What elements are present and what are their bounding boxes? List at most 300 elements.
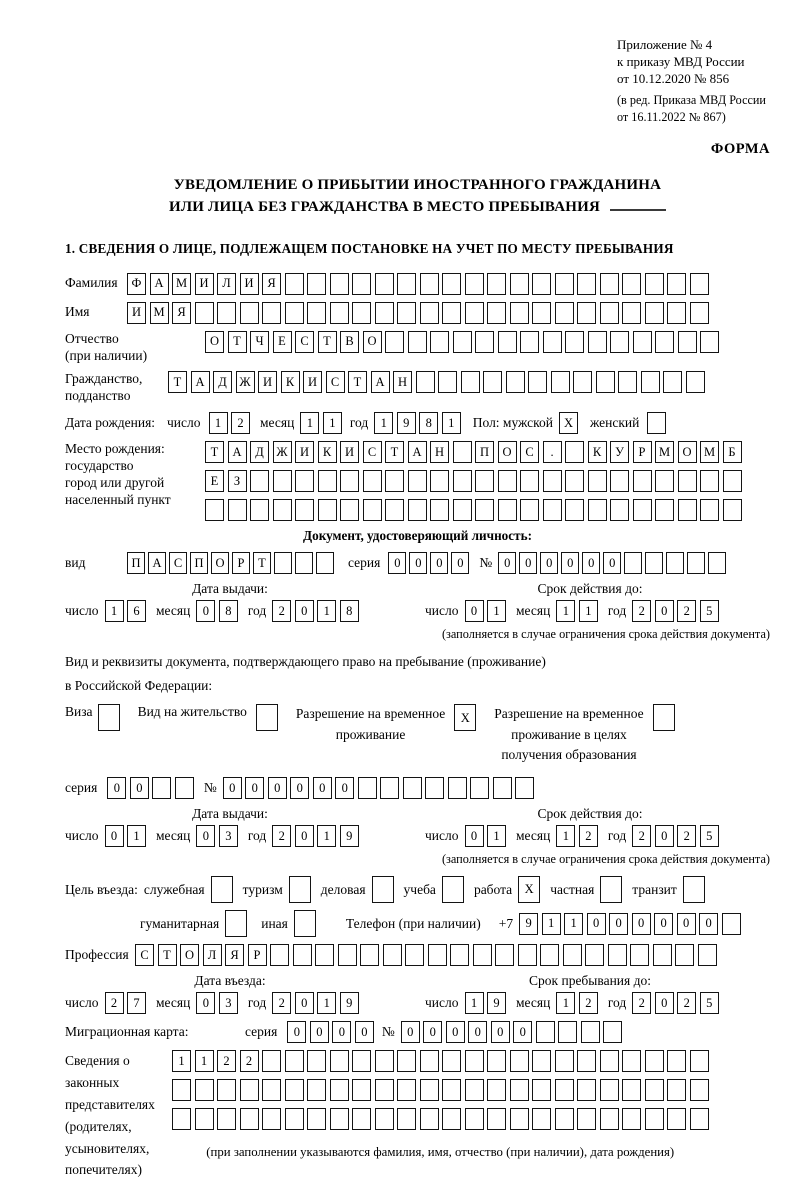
residence-permit-checkbox[interactable] (256, 704, 278, 731)
representatives-cell[interactable] (240, 1108, 259, 1130)
representatives-cell[interactable] (352, 1079, 371, 1101)
profession-cell[interactable] (360, 944, 379, 966)
permit-expiry-year-cell[interactable]: 0 (655, 825, 674, 847)
name-cell[interactable] (465, 302, 484, 324)
representatives-cell[interactable] (397, 1079, 416, 1101)
temp-permit-checkbox[interactable]: X (454, 704, 476, 731)
birth-place-cell[interactable] (678, 470, 697, 492)
representatives-cell[interactable]: 1 (172, 1050, 191, 1072)
permit-expiry-day-cell[interactable]: 1 (487, 825, 506, 847)
citizenship-cell[interactable]: С (326, 371, 345, 393)
citizenship-cell[interactable] (416, 371, 435, 393)
phone-digit-cell[interactable]: 0 (699, 913, 718, 935)
birth-place-cell[interactable]: С (520, 441, 539, 463)
entry-day-cell[interactable]: 2 (105, 992, 124, 1014)
representatives-cell[interactable] (487, 1079, 506, 1101)
patronymic-cell[interactable]: Т (228, 331, 247, 353)
representatives-cell[interactable] (397, 1108, 416, 1130)
representatives-cell[interactable] (375, 1050, 394, 1072)
name-cell[interactable] (487, 302, 506, 324)
entry-year-cell[interactable]: 0 (295, 992, 314, 1014)
permit-series-cell[interactable]: 0 (130, 777, 149, 799)
temp-permit-edu-checkbox[interactable] (653, 704, 675, 731)
patronymic-cell[interactable] (678, 331, 697, 353)
profession-cell[interactable] (428, 944, 447, 966)
permit-number-cell[interactable]: 0 (245, 777, 264, 799)
purpose-rabota-checkbox[interactable]: X (518, 876, 540, 903)
citizenship-cell[interactable] (618, 371, 637, 393)
birth-place-cell[interactable] (565, 470, 584, 492)
birth-place-cell[interactable] (363, 499, 382, 521)
birth-place-cell[interactable] (430, 470, 449, 492)
representatives-cell[interactable] (262, 1079, 281, 1101)
birth-place-cell[interactable] (318, 470, 337, 492)
entry-day-cell[interactable]: 7 (127, 992, 146, 1014)
profession-cell[interactable] (608, 944, 627, 966)
birth-place-cell[interactable] (498, 499, 517, 521)
name-cell[interactable] (577, 302, 596, 324)
birth-place-cell[interactable]: Т (205, 441, 224, 463)
birth-place-cell[interactable] (340, 499, 359, 521)
patronymic-cell[interactable]: С (295, 331, 314, 353)
profession-cell[interactable] (450, 944, 469, 966)
profession-cell[interactable] (293, 944, 312, 966)
migration-card-number-cell[interactable] (603, 1021, 622, 1043)
name-cell[interactable] (667, 302, 686, 324)
doc-kind-cell[interactable]: О (211, 552, 229, 574)
representatives-cell[interactable] (442, 1079, 461, 1101)
phone-digit-cell[interactable]: 1 (564, 913, 583, 935)
representatives-cell[interactable] (622, 1079, 641, 1101)
birth-place-cell[interactable]: У (610, 441, 629, 463)
representatives-cell[interactable] (375, 1079, 394, 1101)
doc-number-cell[interactable]: 0 (603, 552, 621, 574)
patronymic-cell[interactable] (610, 331, 629, 353)
birth-place-cell[interactable]: Т (385, 441, 404, 463)
permit-issue-month-cell[interactable]: 0 (196, 825, 215, 847)
patronymic-cell[interactable]: О (363, 331, 382, 353)
doc-kind-cell[interactable]: Т (253, 552, 271, 574)
surname-cell[interactable] (510, 273, 529, 295)
expiry-year-cell[interactable]: 2 (677, 600, 696, 622)
entry-month-cell[interactable]: 0 (196, 992, 215, 1014)
surname-cell[interactable] (577, 273, 596, 295)
citizenship-cell[interactable]: Т (168, 371, 187, 393)
representatives-cell[interactable] (510, 1108, 529, 1130)
profession-cell[interactable]: О (180, 944, 199, 966)
representatives-cell[interactable] (555, 1108, 574, 1130)
representatives-cell[interactable] (330, 1079, 349, 1101)
birth-place-cell[interactable] (273, 499, 292, 521)
name-cell[interactable] (420, 302, 439, 324)
patronymic-cell[interactable] (385, 331, 404, 353)
phone-digit-cell[interactable]: 0 (587, 913, 606, 935)
doc-number-cell[interactable] (624, 552, 642, 574)
birth-place-cell[interactable] (453, 441, 472, 463)
name-cell[interactable] (690, 302, 709, 324)
patronymic-cell[interactable] (520, 331, 539, 353)
permit-number-cell[interactable] (493, 777, 512, 799)
birth-place-cell[interactable] (633, 470, 652, 492)
profession-cell[interactable]: Я (225, 944, 244, 966)
birth-place-cell[interactable]: Р (633, 441, 652, 463)
purpose-chastnaya-checkbox[interactable] (600, 876, 622, 903)
doc-number-cell[interactable]: 0 (540, 552, 558, 574)
stay-year-cell[interactable]: 2 (632, 992, 651, 1014)
patronymic-cell[interactable]: Е (273, 331, 292, 353)
profession-cell[interactable] (675, 944, 694, 966)
patronymic-cell[interactable] (543, 331, 562, 353)
permit-series-cell[interactable] (152, 777, 171, 799)
name-cell[interactable] (645, 302, 664, 324)
representatives-cell[interactable] (217, 1079, 236, 1101)
birth-place-cell[interactable]: К (588, 441, 607, 463)
birth-place-cell[interactable] (588, 470, 607, 492)
doc-series-cell[interactable]: 0 (430, 552, 448, 574)
doc-kind-cell[interactable] (316, 552, 334, 574)
permit-number-cell[interactable]: 0 (223, 777, 242, 799)
migration-card-number-cell[interactable]: 0 (423, 1021, 442, 1043)
representatives-cell[interactable] (217, 1108, 236, 1130)
permit-expiry-year-cell[interactable]: 5 (700, 825, 719, 847)
migration-card-series-cell[interactable]: 0 (287, 1021, 306, 1043)
representatives-cell[interactable] (420, 1079, 439, 1101)
birth-place-cell[interactable] (205, 499, 224, 521)
representatives-cell[interactable] (420, 1050, 439, 1072)
permit-issue-year-cell[interactable]: 0 (295, 825, 314, 847)
birth-place-cell[interactable]: Е (205, 470, 224, 492)
birth-place-cell[interactable]: О (498, 441, 517, 463)
profession-cell[interactable] (495, 944, 514, 966)
expiry-year-cell[interactable]: 5 (700, 600, 719, 622)
birth-place-cell[interactable]: . (543, 441, 562, 463)
birth-place-cell[interactable] (700, 470, 719, 492)
representatives-cell[interactable] (375, 1108, 394, 1130)
doc-number-cell[interactable] (666, 552, 684, 574)
profession-cell[interactable] (653, 944, 672, 966)
stay-year-cell[interactable]: 2 (677, 992, 696, 1014)
birth-place-cell[interactable] (250, 470, 269, 492)
profession-cell[interactable]: Р (248, 944, 267, 966)
issue-year-cell[interactable]: 1 (317, 600, 336, 622)
birth-place-cell[interactable] (318, 499, 337, 521)
surname-cell[interactable] (667, 273, 686, 295)
name-cell[interactable]: М (150, 302, 169, 324)
profession-cell[interactable] (405, 944, 424, 966)
citizenship-cell[interactable] (663, 371, 682, 393)
permit-number-cell[interactable] (470, 777, 489, 799)
doc-kind-cell[interactable] (295, 552, 313, 574)
representatives-cell[interactable] (622, 1050, 641, 1072)
birth-place-cell[interactable] (453, 470, 472, 492)
expiry-month-cell[interactable]: 1 (579, 600, 598, 622)
doc-number-cell[interactable]: 0 (519, 552, 537, 574)
migration-card-series-cell[interactable]: 0 (332, 1021, 351, 1043)
birth-month-cell[interactable]: 1 (300, 412, 319, 434)
birth-place-cell[interactable] (273, 470, 292, 492)
doc-number-cell[interactable]: 0 (561, 552, 579, 574)
permit-number-cell[interactable] (403, 777, 422, 799)
representatives-cell[interactable] (577, 1050, 596, 1072)
surname-cell[interactable]: А (150, 273, 169, 295)
stay-month-cell[interactable]: 2 (579, 992, 598, 1014)
birth-place-cell[interactable]: К (318, 441, 337, 463)
representatives-cell[interactable] (577, 1108, 596, 1130)
patronymic-cell[interactable] (655, 331, 674, 353)
representatives-cell[interactable] (532, 1108, 551, 1130)
doc-kind-cell[interactable]: С (169, 552, 187, 574)
representatives-cell[interactable] (600, 1079, 619, 1101)
stay-year-cell[interactable]: 0 (655, 992, 674, 1014)
birth-place-cell[interactable] (520, 470, 539, 492)
birth-place-cell[interactable]: И (340, 441, 359, 463)
name-cell[interactable] (532, 302, 551, 324)
permit-number-cell[interactable]: 0 (290, 777, 309, 799)
representatives-cell[interactable] (645, 1108, 664, 1130)
profession-cell[interactable]: Т (158, 944, 177, 966)
surname-cell[interactable] (330, 273, 349, 295)
visa-checkbox[interactable] (98, 704, 120, 731)
representatives-cell[interactable] (465, 1079, 484, 1101)
citizenship-cell[interactable]: Т (348, 371, 367, 393)
birth-place-cell[interactable] (475, 470, 494, 492)
patronymic-cell[interactable] (565, 331, 584, 353)
name-cell[interactable] (622, 302, 641, 324)
birth-place-cell[interactable] (408, 499, 427, 521)
patronymic-cell[interactable]: Ч (250, 331, 269, 353)
representatives-cell[interactable] (172, 1108, 191, 1130)
birth-place-cell[interactable]: А (228, 441, 247, 463)
citizenship-cell[interactable]: А (371, 371, 390, 393)
profession-cell[interactable] (540, 944, 559, 966)
birth-place-cell[interactable] (295, 470, 314, 492)
expiry-year-cell[interactable]: 0 (655, 600, 674, 622)
birth-place-cell[interactable] (700, 499, 719, 521)
doc-number-cell[interactable] (687, 552, 705, 574)
entry-year-cell[interactable]: 2 (272, 992, 291, 1014)
birth-year-cell[interactable]: 1 (442, 412, 461, 434)
name-cell[interactable]: И (127, 302, 146, 324)
birth-place-cell[interactable] (295, 499, 314, 521)
permit-series-cell[interactable]: 0 (107, 777, 126, 799)
representatives-cell[interactable] (352, 1108, 371, 1130)
migration-card-number-cell[interactable]: 0 (468, 1021, 487, 1043)
name-cell[interactable]: Я (172, 302, 191, 324)
birth-place-cell[interactable] (723, 470, 742, 492)
name-cell[interactable] (397, 302, 416, 324)
permit-number-cell[interactable]: 0 (268, 777, 287, 799)
name-cell[interactable] (555, 302, 574, 324)
patronymic-cell[interactable] (408, 331, 427, 353)
birth-place-cell[interactable]: О (678, 441, 697, 463)
representatives-cell[interactable] (690, 1050, 709, 1072)
doc-kind-cell[interactable] (274, 552, 292, 574)
representatives-cell[interactable]: 1 (195, 1050, 214, 1072)
stay-year-cell[interactable]: 5 (700, 992, 719, 1014)
issue-year-cell[interactable]: 2 (272, 600, 291, 622)
permit-number-cell[interactable]: 0 (335, 777, 354, 799)
issue-month-cell[interactable]: 0 (196, 600, 215, 622)
surname-cell[interactable]: Я (262, 273, 281, 295)
surname-cell[interactable]: Л (217, 273, 236, 295)
citizenship-cell[interactable]: А (191, 371, 210, 393)
permit-number-cell[interactable] (425, 777, 444, 799)
permit-number-cell[interactable] (380, 777, 399, 799)
profession-cell[interactable] (585, 944, 604, 966)
birth-place-cell[interactable] (543, 499, 562, 521)
doc-number-cell[interactable]: 0 (582, 552, 600, 574)
permit-expiry-month-cell[interactable]: 2 (579, 825, 598, 847)
representatives-cell[interactable] (262, 1050, 281, 1072)
phone-digit-cell[interactable]: 9 (519, 913, 538, 935)
birth-place-cell[interactable] (543, 470, 562, 492)
representatives-cell[interactable] (487, 1050, 506, 1072)
name-cell[interactable] (510, 302, 529, 324)
representatives-cell[interactable] (645, 1050, 664, 1072)
representatives-cell[interactable] (600, 1108, 619, 1130)
patronymic-cell[interactable]: О (205, 331, 224, 353)
doc-kind-cell[interactable]: А (148, 552, 166, 574)
representatives-cell[interactable] (577, 1079, 596, 1101)
sex-male-checkbox[interactable]: X (559, 412, 578, 434)
profession-cell[interactable] (698, 944, 717, 966)
representatives-cell[interactable] (330, 1108, 349, 1130)
surname-cell[interactable] (307, 273, 326, 295)
birth-year-cell[interactable]: 9 (397, 412, 416, 434)
patronymic-cell[interactable] (430, 331, 449, 353)
representatives-cell[interactable] (645, 1079, 664, 1101)
phone-digit-cell[interactable]: 0 (609, 913, 628, 935)
representatives-cell[interactable] (667, 1108, 686, 1130)
representatives-cell[interactable] (487, 1108, 506, 1130)
stay-day-cell[interactable]: 1 (465, 992, 484, 1014)
migration-card-number-cell[interactable] (558, 1021, 577, 1043)
profession-cell[interactable] (315, 944, 334, 966)
stay-day-cell[interactable]: 9 (487, 992, 506, 1014)
representatives-cell[interactable] (667, 1079, 686, 1101)
surname-cell[interactable] (690, 273, 709, 295)
representatives-cell[interactable] (240, 1079, 259, 1101)
permit-issue-month-cell[interactable]: 3 (219, 825, 238, 847)
migration-card-series-cell[interactable]: 0 (355, 1021, 374, 1043)
birth-place-cell[interactable] (250, 499, 269, 521)
representatives-cell[interactable]: 2 (240, 1050, 259, 1072)
permit-expiry-year-cell[interactable]: 2 (677, 825, 696, 847)
citizenship-cell[interactable] (461, 371, 480, 393)
citizenship-cell[interactable] (528, 371, 547, 393)
permit-number-cell[interactable] (515, 777, 534, 799)
birth-place-cell[interactable] (610, 499, 629, 521)
representatives-cell[interactable] (352, 1050, 371, 1072)
citizenship-cell[interactable]: Ж (236, 371, 255, 393)
migration-card-series-cell[interactable]: 0 (310, 1021, 329, 1043)
surname-cell[interactable] (487, 273, 506, 295)
birth-place-cell[interactable]: Ж (273, 441, 292, 463)
name-cell[interactable] (375, 302, 394, 324)
birth-place-cell[interactable] (453, 499, 472, 521)
doc-number-cell[interactable] (708, 552, 726, 574)
representatives-cell[interactable] (172, 1079, 191, 1101)
permit-issue-day-cell[interactable]: 1 (127, 825, 146, 847)
representatives-cell[interactable] (307, 1050, 326, 1072)
representatives-cell[interactable] (600, 1050, 619, 1072)
migration-card-number-cell[interactable] (536, 1021, 555, 1043)
name-cell[interactable] (442, 302, 461, 324)
birth-place-cell[interactable] (678, 499, 697, 521)
patronymic-cell[interactable] (453, 331, 472, 353)
profession-cell[interactable] (563, 944, 582, 966)
representatives-cell[interactable] (397, 1050, 416, 1072)
birth-place-cell[interactable] (565, 499, 584, 521)
purpose-delovaya-checkbox[interactable] (372, 876, 394, 903)
birth-place-cell[interactable]: Д (250, 441, 269, 463)
patronymic-cell[interactable]: В (340, 331, 359, 353)
surname-cell[interactable] (397, 273, 416, 295)
representatives-cell[interactable] (195, 1079, 214, 1101)
name-cell[interactable] (600, 302, 619, 324)
birth-day-cell[interactable]: 1 (209, 412, 228, 434)
birth-place-cell[interactable] (363, 470, 382, 492)
representatives-cell[interactable] (532, 1079, 551, 1101)
surname-cell[interactable] (555, 273, 574, 295)
purpose-sluzhebnaya-checkbox[interactable] (211, 876, 233, 903)
birth-place-cell[interactable] (610, 470, 629, 492)
citizenship-cell[interactable] (438, 371, 457, 393)
representatives-cell[interactable] (690, 1079, 709, 1101)
permit-number-cell[interactable] (448, 777, 467, 799)
citizenship-cell[interactable]: И (258, 371, 277, 393)
issue-month-cell[interactable]: 8 (219, 600, 238, 622)
representatives-cell[interactable] (442, 1108, 461, 1130)
birth-place-cell[interactable]: П (475, 441, 494, 463)
birth-place-cell[interactable]: С (363, 441, 382, 463)
patronymic-cell[interactable]: Т (318, 331, 337, 353)
citizenship-cell[interactable] (573, 371, 592, 393)
representatives-cell[interactable] (195, 1108, 214, 1130)
purpose-turizm-checkbox[interactable] (289, 876, 311, 903)
birth-place-cell[interactable]: И (295, 441, 314, 463)
migration-card-number-cell[interactable]: 0 (401, 1021, 420, 1043)
purpose-gumanitarnaya-checkbox[interactable] (225, 910, 247, 937)
representatives-cell[interactable] (667, 1050, 686, 1072)
birth-place-cell[interactable] (565, 441, 584, 463)
citizenship-cell[interactable] (596, 371, 615, 393)
birth-place-cell[interactable]: Б (723, 441, 742, 463)
permit-issue-day-cell[interactable]: 0 (105, 825, 124, 847)
patronymic-cell[interactable] (633, 331, 652, 353)
surname-cell[interactable] (645, 273, 664, 295)
profession-cell[interactable] (518, 944, 537, 966)
issue-year-cell[interactable]: 0 (295, 600, 314, 622)
profession-cell[interactable]: Л (203, 944, 222, 966)
birth-place-cell[interactable] (655, 470, 674, 492)
migration-card-number-cell[interactable] (581, 1021, 600, 1043)
phone-digit-cell[interactable] (722, 913, 741, 935)
birth-year-cell[interactable]: 1 (374, 412, 393, 434)
expiry-month-cell[interactable]: 1 (556, 600, 575, 622)
permit-number-cell[interactable]: 0 (313, 777, 332, 799)
name-cell[interactable] (195, 302, 214, 324)
birth-place-cell[interactable] (340, 470, 359, 492)
purpose-tranzit-checkbox[interactable] (683, 876, 705, 903)
entry-year-cell[interactable]: 9 (340, 992, 359, 1014)
permit-expiry-month-cell[interactable]: 1 (556, 825, 575, 847)
birth-day-cell[interactable]: 2 (231, 412, 250, 434)
name-cell[interactable] (262, 302, 281, 324)
profession-cell[interactable] (473, 944, 492, 966)
expiry-day-cell[interactable]: 1 (487, 600, 506, 622)
entry-year-cell[interactable]: 1 (317, 992, 336, 1014)
